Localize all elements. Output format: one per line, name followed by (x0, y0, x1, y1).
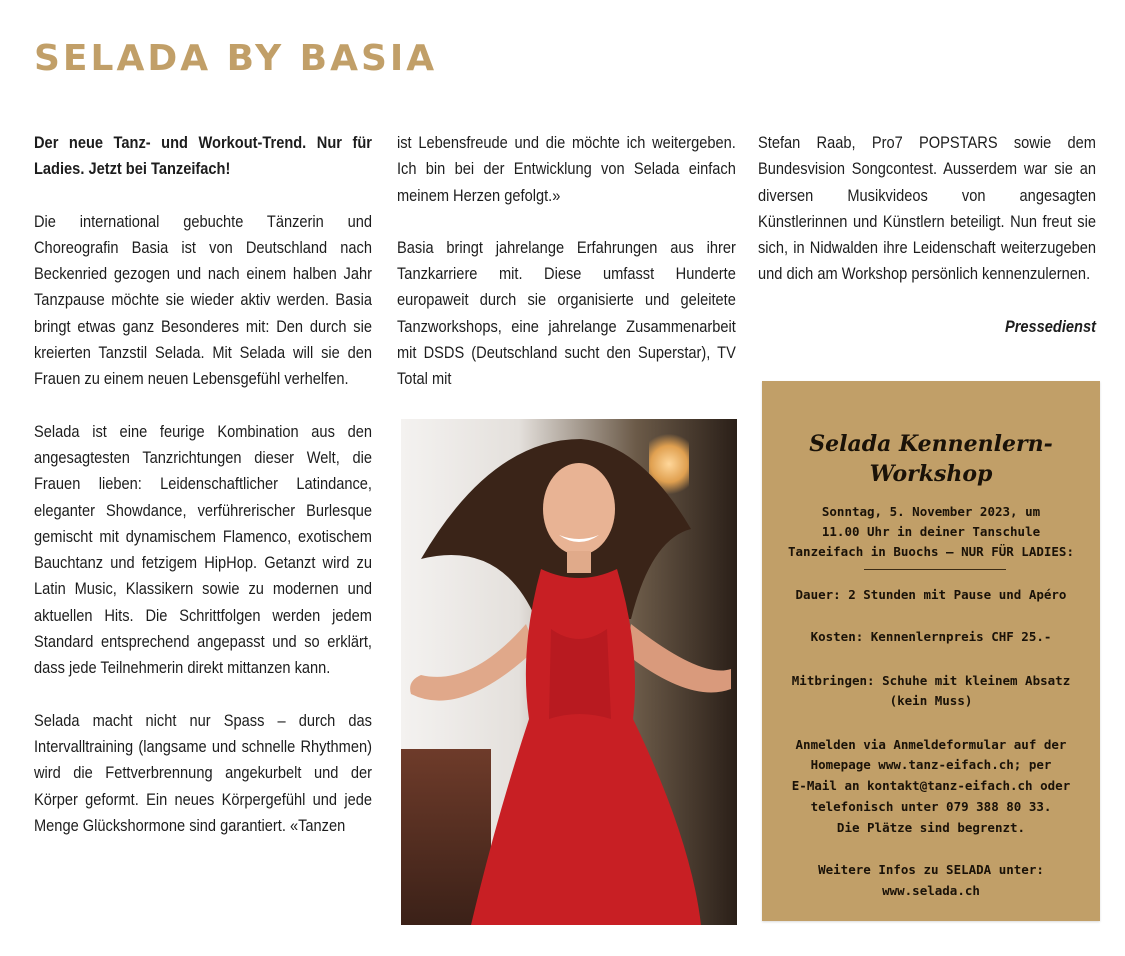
info-line: Tanzeifach in Buochs – NUR FÜR LADIES: (788, 544, 1074, 559)
workshop-title-line-2: Workshop (869, 461, 993, 487)
info-line: E-Mail an kontakt@tanz-eifach.ch oder (791, 778, 1071, 793)
dancer-photo (401, 419, 737, 925)
text-column-2 (397, 130, 736, 419)
text-column-3 (758, 130, 1096, 340)
info-line: Anmelden via Anmeldeformular auf der (795, 737, 1067, 752)
divider (864, 569, 1006, 570)
dancer-illustration (401, 419, 737, 925)
workshop-info-box (762, 381, 1100, 921)
info-line: Kosten: Kennenlernpreis CHF 25.- (810, 629, 1052, 644)
paragraph: Stefan Raab, Pro7 POPSTARS sowie dem Bundesvision Songcontest. Ausserdem war sie an diversen Musikvideos von angesagten Künstlerinnen und Künstlern beteiligt. Nun freut sie sich, in Nidwalden ihre Leidenschaft weiterzugeben und dich am Workshop persönlich kennenzulernen. (758, 133, 1096, 284)
lead-paragraph: Der neue Tanz- und Workout-Trend. Nur für Ladies. Jetzt bei Tanzeifach! (34, 133, 372, 179)
info-line: Sonntag, 5. November 2023, um (821, 504, 1041, 519)
info-line: Dauer: 2 Stunden mit Pause und Apéro (795, 587, 1067, 602)
article-title: SELADA BY BASIA (34, 38, 438, 79)
paragraph: Selada macht nicht nur Spass – durch das Intervalltraining (langsame und schnelle Rhythmen) wird die Fettverbrennung angekurbelt und der Körper geformt. Ein neues Körpergefühl und jede Menge Glückshormone sind garantiert. «Tanzen (34, 710, 372, 835)
info-line: Homepage www.tanz-eifach.ch; per (810, 757, 1052, 772)
info-line: (kein Muss) (889, 693, 973, 708)
text-column-1 (34, 130, 372, 865)
workshop-title (762, 429, 1100, 489)
info-line: telefonisch unter 079 388 80 33. (810, 799, 1052, 814)
info-line: Weitere Infos zu SELADA unter: (818, 862, 1044, 877)
paragraph: ist Lebensfreude und die möchte ich weitergeben. Ich bin bei der Entwicklung von Selada einfach meinem Herzen gefolgt.» (397, 133, 736, 205)
info-line: Die Plätze sind begrenzt. (836, 820, 1026, 835)
workshop-title-line-1: Selada Kennenlern- (809, 431, 1053, 457)
info-line: 11.00 Uhr in deiner Tanschule (821, 524, 1041, 539)
paragraph: Die international gebuchte Tänzerin und Choreografin Basia ist von Deutschland nach Beckenried gezogen und nach einem halben Jahr Tanzpause möchte sie wieder aktiv werden. Basia bringt etwas ganz Besonderes mit: Den durch sie kreierten Tanzstil Selada. Mit Selada will sie den Frauen zu einem neuen Lebensgefühl verhelfen. (34, 211, 372, 389)
paragraph: Selada ist eine feurige Kombination aus den angesagtesten Tanzrichtungen dieser Welt, die Frauen lieben: Leidenschaftlicher Latindance, eleganter Showdance, verführerischer Burlesque gemischt mit dynamischem Flamenco, exotischem Bauchtanz und fetzigem HipHop. Getanzt wird zu Latin Music, Klassikern sowie zu modernen und aktuellen Hits. Die Schrittfolgen werden jedem Standard entsprechend angepasst und so erklärt, dass jede Teilnehmerin direkt mittanzen kann. (34, 421, 372, 678)
byline: Pressedienst (1004, 316, 1096, 336)
info-line: www.selada.ch (882, 883, 980, 898)
paragraph: Basia bringt jahrelange Erfahrungen aus ihrer Tanzkarriere mit. Diese umfasst Hunderte europaweit durch sie organisierte und geleitete Tanzworkshops, eine jahrelange Zusammenarbeit mit DSDS (Deutschland sucht den Superstar), TV Total mit (397, 237, 736, 389)
info-line: Mitbringen: Schuhe mit kleinem Absatz (791, 673, 1071, 688)
